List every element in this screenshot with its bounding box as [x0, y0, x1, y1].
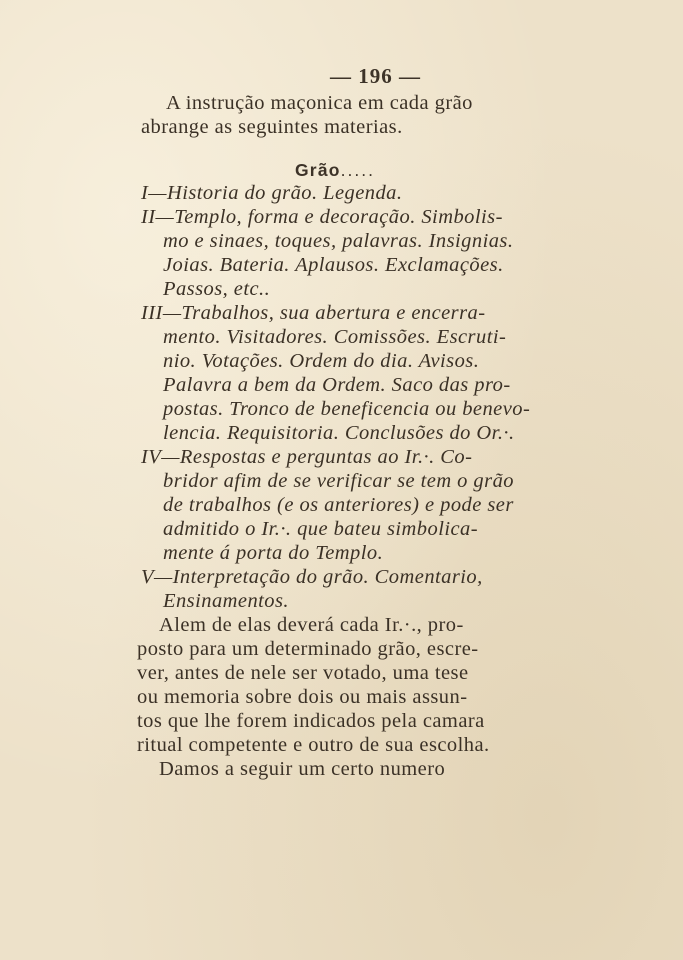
- degree-label: Grão: [295, 160, 341, 180]
- section-line: de trabalhos (e os anteriores) e pode ser: [163, 494, 514, 516]
- section-line: II—Templo, forma e decoração. Simbolis-: [141, 206, 503, 228]
- section-line: lencia. Requisitoria. Conclusões do Or.·.: [163, 422, 515, 444]
- section-line: bridor afim de se verificar se tem o grão: [163, 470, 514, 492]
- page-number: — 196 —: [330, 64, 421, 88]
- body-line: ou memoria sobre dois ou mais assun-: [137, 686, 468, 708]
- body-line: ver, antes de nele ser votado, uma tese: [137, 662, 469, 684]
- section-line: mo e sinaes, toques, palavras. Insignias.: [163, 230, 514, 252]
- section-line: nio. Votações. Ordem do dia. Avisos.: [163, 350, 480, 372]
- intro-line: A instrução maçonica em cada grão: [166, 92, 473, 114]
- section-line: Joias. Bateria. Aplausos. Exclamações.: [163, 254, 504, 276]
- section-line: admitido o Ir.·. que bateu simbolica-: [163, 518, 479, 540]
- body-line: Damos a seguir um certo numero: [159, 758, 446, 780]
- body-line: ritual competente e outro de sua escolha.: [137, 734, 490, 756]
- section-line: I—Historia do grão. Legenda.: [141, 182, 403, 204]
- degree-heading: [295, 160, 375, 181]
- body-line: Alem de elas deverá cada Ir.·., pro-: [159, 614, 464, 636]
- intro-line: abrange as seguintes materias.: [141, 116, 403, 138]
- section-line: Palavra a bem da Ordem. Saco das pro-: [163, 374, 511, 396]
- section-line: Ensinamentos.: [163, 590, 289, 612]
- section-line: III—Trabalhos, sua abertura e encerra-: [141, 302, 486, 324]
- section-line: Passos, etc..: [163, 278, 271, 300]
- body-line: posto para um determinado grão, escre-: [137, 638, 479, 660]
- degree-dots: .....: [340, 160, 375, 180]
- section-line: mente á porta do Templo.: [163, 542, 384, 564]
- section-line: V—Interpretação do grão. Comentario,: [141, 566, 483, 588]
- section-line: mento. Visitadores. Comissões. Escruti-: [163, 326, 507, 348]
- section-line: IV—Respostas e perguntas ao Ir.·. Co-: [141, 446, 473, 468]
- body-line: tos que lhe forem indicados pela camara: [137, 710, 485, 732]
- section-line: postas. Tronco de beneficencia ou benevo-: [163, 398, 531, 420]
